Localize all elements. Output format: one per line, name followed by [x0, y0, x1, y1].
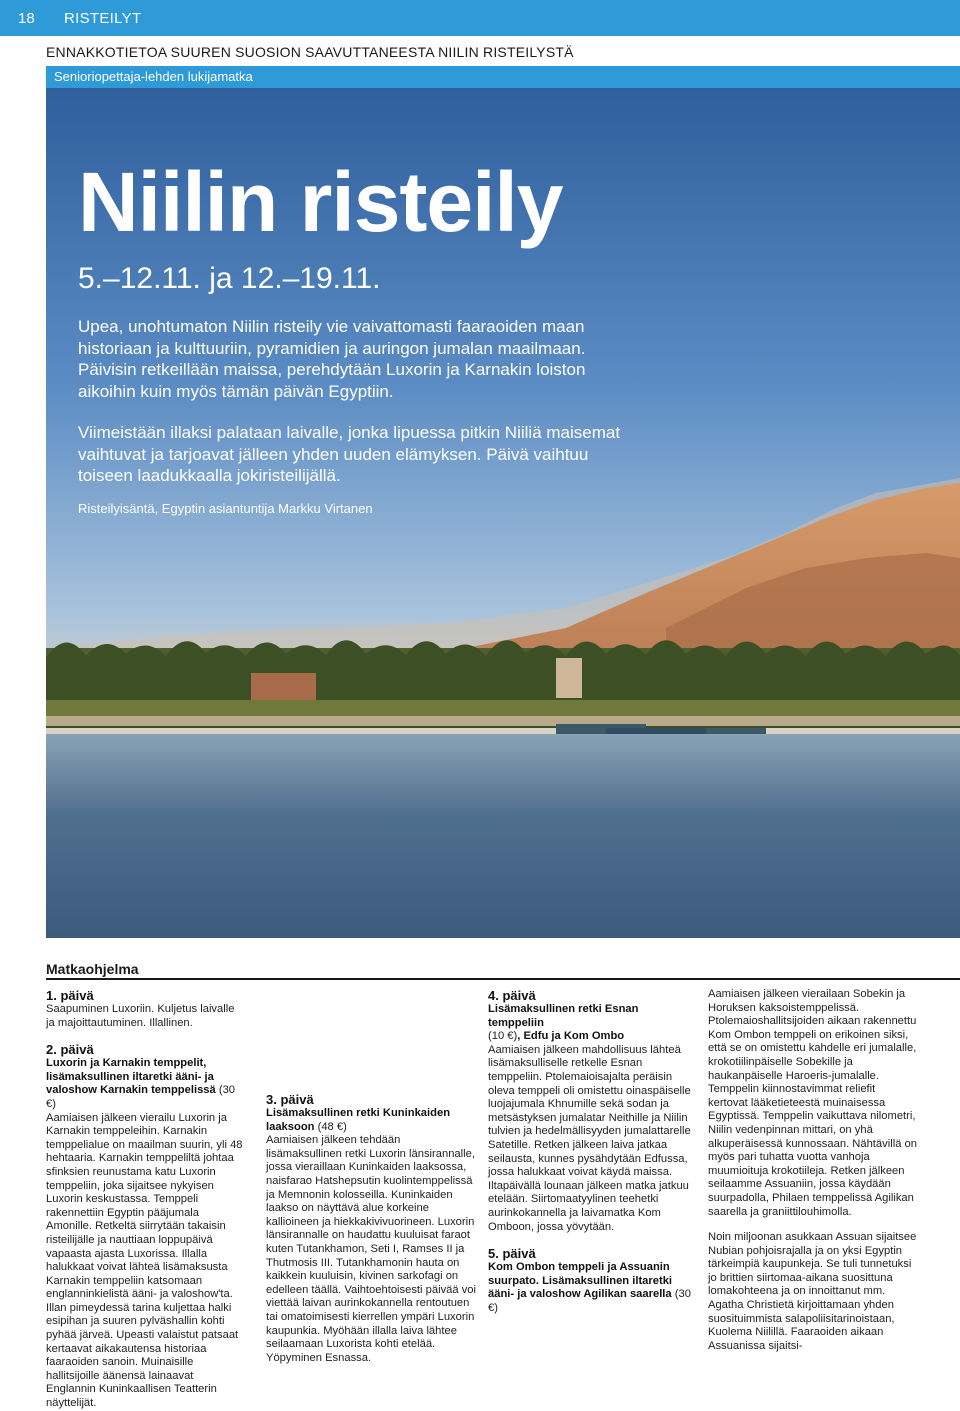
day5-text-2: Noin miljoonan asukkaan Assuan sijaitsee Nubian pohjoisrajalla ja on yksi Egyptin tärkeimpiä kaupunkeja. Se tuli tunnetuksi jo brittien siirtomaa-aikana suosittuna lomakohteena ja on innoittanut mm. Agatha Christietä kirjoittamaan yhden suosituimmista salapoliisitarinoistaan, Kuolema Niilillä. Faaraoiden aikaan Assuanissa sijaitsi-: [708, 1231, 917, 1352]
day4-text: Aamiaisen jälkeen mahdollisuus lähteä lisämaksulliselle retkelle Esnan temppeliin. Ptolemaioisajalta peräisin oleva temppeli oli omistettu oinaspäiselle luojajumala Khnumille sekä sodan ja metsästyksen jumalatar Neithille ja Niilin tulvien ja hedelmällisyyden jumalattarelle Satetille. Retken jälkeen laiva jatkaa seilausta, kunnes pysähdytään Edfussa, jossa halukkaat voivat käydä maissa. Iltapäivällä lounaan jälkeen matka jatkuu etelään. Siirtomaatyylinen teehetki aurinkokannella ja laivamatka Kom Omboon, jossa yövytään.: [488, 1043, 691, 1233]
subheading-text: Senioriopettaja-lehden lukijamatka: [54, 69, 253, 84]
day2-text: Aamiaisen jälkeen vierailu Luxorin ja Karnakin temppeleihin. Karnakin temppelialue on maailman suurin, yli 48 hehtaaria. Karnakin temppeliltä johtaa sfinksien reunustama katu Luxorin temppeliin, joka sijaitsee nykyisen Luxorin keskustassa. Temppeli rakennettiin Egyptin pääjumala Amonille. Retkeltä siirrytään takaisin risteilijälle ja nauttiaan loppupäivä vapaasta ajasta Luxorissa. Illalla halukkaat voivat lähteä lisämaksusta Karnakin temppeliin katsomaan englanninkielistä ääni- ja valoshow'ta. Illan pimeydessä tarina kuljettaa halki esipihan ja suuren pylväshallin kohti pyhää järveä. Upeasti valaistut patsaat kertaavat aikakautensa historiaa faaraoiden sanoin. Muinaisille hallitsijoille äänensä lainaavat Englannin Kuninkaallisen Teatterin näyttelijät.: [46, 1111, 243, 1410]
day5-heading: 5. päivä: [488, 1246, 536, 1262]
day3-text: Aamiaisen jälkeen tehdään lisämaksullinen retki Luxorin länsirannalle, jossa vieraillaan Kuninkaiden laaksossa, naisfarao Hatshepsutin kuolintemppelissä ja Memnonin kolosseilla. Kuninkaiden laakso on näyttävä alue korkeine kallioineen ja hiekkakivivuorineen. Luxorin länsirannalle on haudattu kuuluisat faraot kuten Tutankhamon, Seti I, Ramses II ja Thutmosis III. Tutankhamonin hauta on kaikkein kuuluisin, kivinen sarkofagi on edelleen täällä. Vaihtoehtoisesti päivää voi viettää laivan aurinkokannella rentoutuen tai omatoimisesti kierrellen ympäri Luxorin kaupunkia. Myöhään illalla laiva lähtee seilaamaan Luxorista kohti etelää. Yöpyminen Esnassa.: [266, 1134, 477, 1364]
program-column-3: [488, 988, 696, 1315]
program-column-1: [46, 988, 246, 1411]
day1-text: Saapuminen Luxoriin. Kuljetus laivalle ja majoittautuminen. Illallinen.: [46, 1003, 235, 1029]
cruise-dates: 5.–12.11. ja 12.–19.11.: [78, 262, 381, 295]
day4-highlight: Lisämaksullinen retki Esnan temppeliin: [488, 1003, 639, 1029]
page-number: 18: [18, 10, 35, 27]
day5-highlight: Kom Ombon temppeli ja Assuanin suurpato. Lisämaksullinen iltaretki ääni- ja valoshow Agilikan saarella: [488, 1261, 673, 1301]
day5-price: (30 €): [488, 1288, 691, 1314]
day3-heading: 3. päivä: [266, 1092, 314, 1107]
day4-price: (10 €): [488, 1030, 518, 1043]
day3-highlight: Lisämaksullinen retki Kuninkaiden laaksoon: [266, 1107, 451, 1133]
lead-paragraph-1: Upea, unohtumaton Niilin risteily vie vaivattomasti faaraoiden maan historiaan ja kulttuuriin, pyramidien ja auringon jumalan maailmaan. Päivisin retkeillään maissa, perehdytään Luxorin ja Karnakin loiston aikoihin kuin myös tämän päivän Egyptiin.: [78, 317, 586, 401]
day5-text: Aamiaisen jälkeen vierailaan Sobekin ja Horuksen kaksoistemppelissä. Ptolemaioshallitsijoiden aikaan rakennettu Kom Ombon temppeli on erikoinen siksi, että se on omistettu kahdelle eri jumalalle, krokotiilinpäiselle Sobekille ja haukanpäiselle Haroeris-jumalalle. Temppelin kiinnostavimmat reliefit kertovat lääketieteestä muinaisessa Egyptissä. Temppelin vaikuttava nilometri, Niilin vedenpinnan mittari, on yhä alkuperäisessä kunnossaan. Nähtävillä on myös pari tuhatta vuotta vanhoja muumioituja krokotiileja. Retken jälkeen seilaamme Assuaniin, jossa käydään suurpadolla, Philaen temppelissä Agilikan saarella ja graniittilouhimolla.: [708, 988, 917, 1218]
subheading-bar: [46, 66, 960, 88]
article-kicker: ENNAKKOTIETOA SUUREN SUOSION SAAVUTTANEESTA NIILIN RISTEILYSTÄ: [46, 44, 574, 60]
day3-price: (48 €): [314, 1120, 347, 1133]
article-title: Niilin risteily: [78, 155, 563, 249]
host-signature: Risteilyisäntä, Egyptin asiantuntija Markku Virtanen: [78, 501, 373, 516]
day1-heading: 1. päivä: [46, 988, 94, 1003]
lead-paragraph-2: Viimeistään illaksi palataan laivalle, jonka lipuessa pitkin Niiliä maisemat vaihtuvat ja tarjoavat jälleen yhden uuden elämyksen. Päivä vaihtuu toiseen laadukkaalla jokiristeilijällä.: [78, 423, 621, 485]
day2-heading: 2. päivä: [46, 1042, 94, 1058]
program-divider: [46, 978, 960, 980]
day2-highlight: Luxorin ja Karnakin temppelit, lisämaksullinen iltaretki ääni- ja valoshow Karnakin temppelissä: [46, 1057, 216, 1097]
page-header-bar: [0, 0, 960, 36]
program-column-2: [266, 1092, 476, 1365]
program-column-4: [708, 988, 918, 1353]
day4-place: , Edfu ja Kom Ombo: [517, 1030, 625, 1043]
day2-price: (30 €): [46, 1084, 236, 1110]
section-label: RISTEILYT: [64, 10, 142, 27]
program-title: Matkaohjelma: [46, 961, 139, 977]
day4-heading: 4. päivä: [488, 988, 536, 1003]
